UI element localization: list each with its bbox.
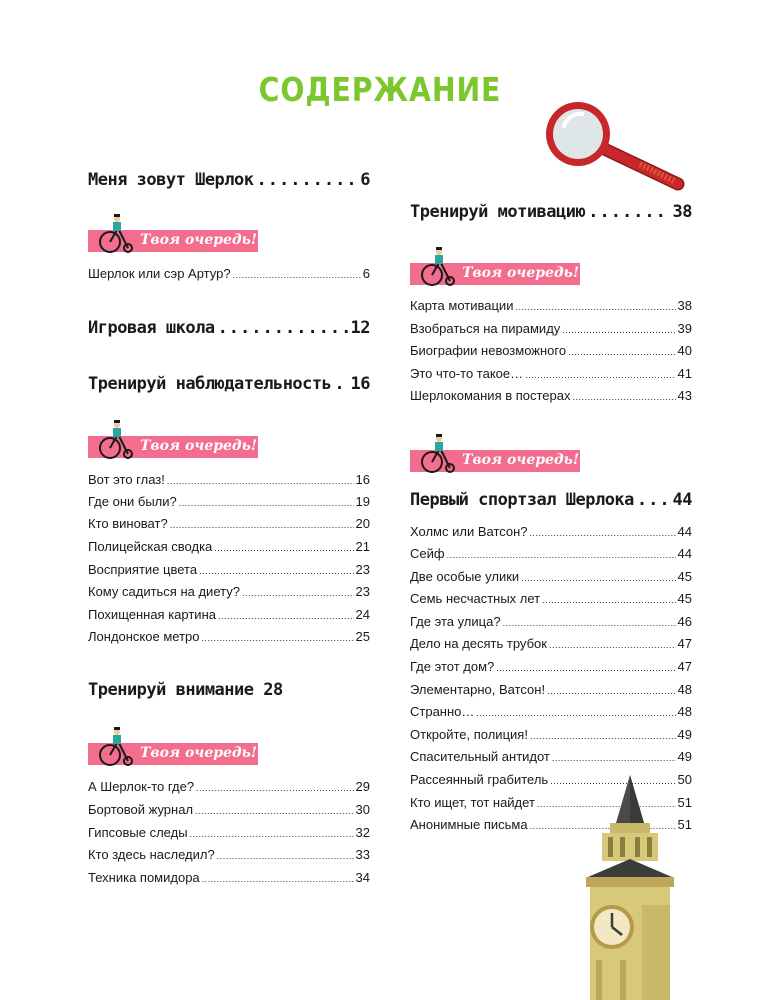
page-title: СОДЕРЖАНИЕ xyxy=(258,70,502,109)
toc-item[interactable]: Где этот дом? ..... 47 xyxy=(410,659,692,677)
toc-item[interactable]: Лондонское метро ..... 25 xyxy=(88,629,370,647)
toc-item[interactable]: Откройте, полиция! ..... 49 xyxy=(410,727,692,745)
toc-item[interactable]: Где эта улица? ..... 46 xyxy=(410,614,692,632)
toc-item[interactable]: Дело на десять трубок ..... 47 xyxy=(410,636,692,654)
toc-item[interactable]: Техника помидора ..... 34 xyxy=(88,870,370,888)
toc-item[interactable]: Анонимные письма ..... 51 xyxy=(410,817,692,835)
toc-item[interactable]: Где они были? ..... 19 xyxy=(88,494,370,512)
toc-item[interactable]: Биографии невозможного ..... 40 xyxy=(410,343,692,361)
toc-item[interactable]: Это что-то такое… ..... 41 xyxy=(410,366,692,384)
toc-section[interactable]: Меня зовут Шерлок ..... 6 xyxy=(88,170,370,190)
toc-item[interactable]: Шерлокомания в постерах ..... 43 xyxy=(410,388,692,406)
toc-item[interactable]: Кто виноват? ..... 20 xyxy=(88,516,370,534)
your-turn-banner xyxy=(88,436,258,458)
your-turn-banner xyxy=(410,263,580,285)
penny-farthing-bicycle-icon xyxy=(96,420,136,460)
toc-item[interactable]: А Шерлок-то где? ..... 29 xyxy=(88,779,370,797)
penny-farthing-bicycle-icon xyxy=(96,214,136,254)
toc-item[interactable]: Кому садиться на диету? ..... 23 xyxy=(88,584,370,602)
toc-section[interactable]: Тренируй внимание 28 xyxy=(88,680,283,700)
toc-section[interactable]: Тренируй наблюдательность ..... 16 xyxy=(88,374,370,394)
toc-item[interactable]: Спасительный антидот ..... 49 xyxy=(410,749,692,767)
toc-item[interactable]: Холмс или Ватсон? ..... 44 xyxy=(410,524,692,542)
toc-item[interactable]: Сейф ..... 44 xyxy=(410,546,692,564)
your-turn-label: Твоя очередь! xyxy=(462,452,580,468)
your-turn-banner xyxy=(88,743,258,765)
toc-item[interactable]: Вот это глаз! ..... 16 xyxy=(88,472,370,490)
toc-section[interactable]: Тренируй мотивацию ..... 38 xyxy=(410,202,692,222)
toc-item[interactable]: Гипсовые следы ..... 32 xyxy=(88,825,370,843)
toc-item[interactable]: Кто здесь наследил? ..... 33 xyxy=(88,847,370,865)
toc-item[interactable]: Похищенная картина ..... 24 xyxy=(88,607,370,625)
toc-item[interactable]: Кто ищет, тот найдет ..... 51 xyxy=(410,795,692,813)
your-turn-label: Твоя очередь! xyxy=(462,265,580,281)
penny-farthing-bicycle-icon xyxy=(418,247,458,287)
magnifying-glass-icon xyxy=(540,96,690,196)
toc-item[interactable]: Взобраться на пирамиду ..... 39 xyxy=(410,321,692,339)
penny-farthing-bicycle-icon xyxy=(96,727,136,767)
your-turn-label: Твоя очередь! xyxy=(140,232,258,248)
toc-section[interactable]: Игровая школа ..... 12 xyxy=(88,318,370,338)
toc-item[interactable]: Бортовой журнал ..... 30 xyxy=(88,802,370,820)
big-ben-tower-icon xyxy=(580,775,680,1000)
toc-section[interactable]: Первый спортзал Шерлока ..... 44 xyxy=(410,490,692,510)
toc-item[interactable]: Карта мотивации ..... 38 xyxy=(410,298,692,316)
your-turn-label: Твоя очередь! xyxy=(140,438,258,454)
toc-item[interactable]: Полицейская сводка ..... 21 xyxy=(88,539,370,557)
toc-item[interactable]: Две особые улики ..... 45 xyxy=(410,569,692,587)
your-turn-banner xyxy=(88,230,258,252)
toc-item[interactable]: Элементарно, Ватсон! ..... 48 xyxy=(410,682,692,700)
toc-item[interactable]: Восприятие цвета ..... 23 xyxy=(88,562,370,580)
penny-farthing-bicycle-icon xyxy=(418,434,458,474)
your-turn-banner xyxy=(410,450,580,472)
toc-item[interactable]: Рассеянный грабитель ..... 50 xyxy=(410,772,692,790)
toc-item[interactable]: Странно… ..... 48 xyxy=(410,704,692,722)
toc-item[interactable]: Семь несчастных лет ..... 45 xyxy=(410,591,692,609)
your-turn-label: Твоя очередь! xyxy=(140,745,258,761)
toc-item[interactable]: Шерлок или сэр Артур? ..... 6 xyxy=(88,266,370,284)
